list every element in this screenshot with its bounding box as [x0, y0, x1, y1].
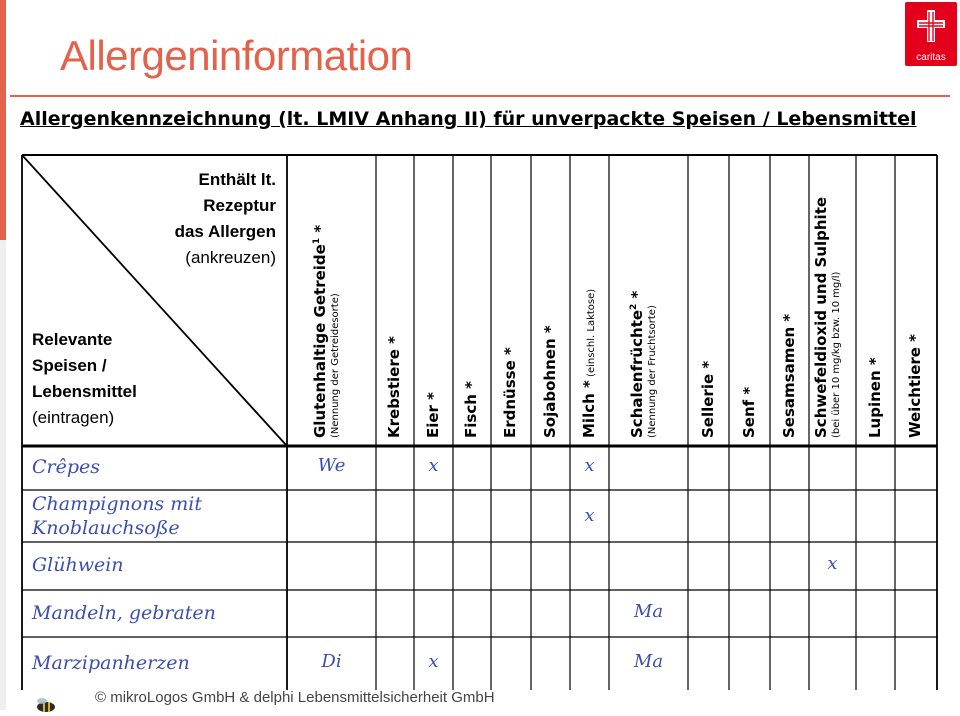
column-label: Schwefeldioxid und Sulphite [811, 196, 830, 438]
allergen-mark: Ma [633, 600, 664, 622]
column-label: Lupinen * [865, 357, 884, 438]
column-header [780, 314, 798, 438]
corner-bottom-line: Lebensmittel [32, 382, 137, 401]
table-heading: Allergenkennzeichnung (lt. LMIV Anhang II) für unverpackte Speisen / Lebensmittel [20, 108, 917, 130]
column-label: Senf * [739, 386, 758, 438]
food-entry [32, 651, 190, 675]
column-header [311, 225, 341, 438]
column-header [628, 291, 658, 438]
column-label: Sojabohnen * [540, 325, 559, 438]
column-label: Fisch * [462, 381, 480, 438]
column-header [541, 325, 559, 438]
column-label: Sesamsamen * [779, 313, 798, 438]
corner-header-allergen [100, 167, 276, 271]
column-header [424, 392, 442, 438]
column-label: Milch * [579, 380, 598, 438]
column-label: Sellerie * [698, 360, 717, 438]
allergen-mark: x [584, 505, 595, 526]
corner-bottom-line: Speisen / [32, 356, 107, 375]
column-asterisk: * [627, 290, 646, 304]
column-note: (einschl. Laktose) [585, 288, 597, 381]
corner-header-food [32, 327, 137, 431]
food-entry-line: Glühwein [32, 554, 124, 576]
column-label: Weichtiere * [906, 333, 924, 438]
column-header [462, 381, 480, 438]
allergen-mark: x [584, 455, 595, 476]
food-entry-line: Marzipanherzen [32, 651, 190, 674]
column-header [699, 361, 717, 438]
footer-copyright: © mikroLogos GmbH & delphi Lebensmittelsicherheit GmbH [95, 689, 495, 706]
bee-icon [33, 697, 59, 713]
corner-top-line: (ankreuzen) [185, 248, 276, 267]
column-header [580, 289, 598, 438]
column-header [385, 336, 403, 438]
corner-bottom-line: (eintragen) [32, 408, 115, 427]
allergen-mark: Di [321, 650, 342, 672]
column-header [866, 357, 884, 438]
column-header [501, 347, 519, 438]
corner-top-line: Enthält lt. [198, 170, 276, 189]
column-label: Schalenfrüchte [627, 309, 646, 438]
column-subnote: (Nennung der Fruchtsorte) [646, 305, 658, 438]
column-label: Krebstiere * [385, 336, 403, 438]
column-label: Glutenhaltige Getreide [310, 244, 329, 438]
column-header [812, 197, 842, 438]
column-subnote: (bei über 10 mg/kg bzw. 10 mg/l) [830, 271, 842, 438]
food-entry [32, 492, 202, 540]
column-header [906, 334, 924, 438]
food-entry [32, 601, 216, 625]
logo-text: caritas [916, 52, 946, 63]
food-entry [32, 455, 100, 479]
column-header [740, 387, 758, 438]
column-asterisk: * [310, 224, 329, 238]
food-entry [32, 553, 124, 577]
allergen-mark: We [317, 455, 346, 476]
food-entry-line: Knoblauchsoße [32, 517, 180, 539]
corner-top-line: das Allergen [174, 222, 276, 241]
column-label: Eier * [423, 391, 442, 438]
allergen-mark: x [827, 553, 838, 574]
corner-top-line: Rezeptur [203, 196, 276, 215]
allergen-mark: x [428, 650, 439, 672]
page-title: Allergeninformation [60, 32, 413, 79]
allergen-mark: Ma [633, 650, 664, 672]
allergen-mark: x [428, 455, 439, 476]
column-footnote-number: 2 [628, 303, 639, 310]
column-footnote-number: 1 [311, 237, 322, 245]
column-subnote: (Nennung der Getreidesorte) [329, 293, 341, 438]
food-entry-line: Crêpes [32, 456, 101, 478]
food-entry-line: Mandeln, gebraten [32, 601, 216, 624]
corner-bottom-line: Relevante [32, 330, 113, 349]
column-label: Erdnüsse * [501, 347, 519, 438]
food-entry-line: Champignons mit [32, 493, 202, 515]
